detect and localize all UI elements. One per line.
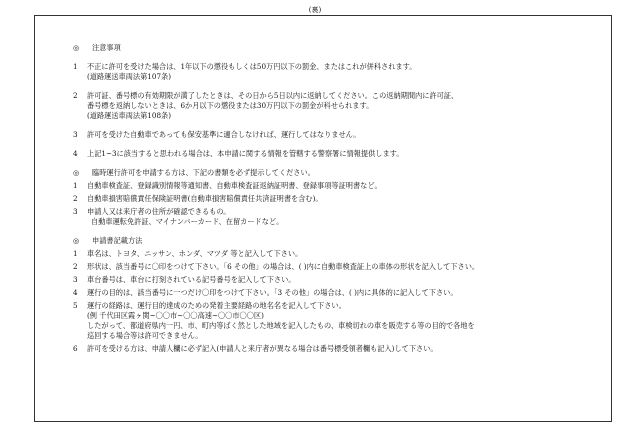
item-line: 番号標を返納しないときは、6か月以下の懲役または30万円以下の罰金が科せられます。 (87, 101, 374, 110)
section-title-notes (73, 43, 603, 53)
item-number: 3 (73, 207, 78, 216)
list-item (73, 275, 603, 285)
document-content (73, 43, 603, 354)
item-number: 4 (73, 288, 78, 297)
list-item (73, 288, 603, 298)
item-line: したがって、都道府県内一円、市、町内等ばく然とした地域を記入したもの、車検切れの車を販売する等の目的で各地を (87, 321, 475, 330)
list-item (73, 249, 603, 259)
item-number: 4 (73, 149, 78, 158)
item-line: 車名は、トヨタ、ニッサン、ホンダ、マツダ 等と記入して下さい。 (87, 249, 303, 258)
item-line: (道路運送車両法第107条) (87, 72, 172, 81)
list-item (73, 149, 603, 159)
item-number: 1 (73, 181, 78, 190)
item-number: 1 (73, 249, 78, 258)
item-line: 不正に許可を受けた場合は、1年以下の懲役もしくは50万円以下の罰金、またはこれが併科されます。 (87, 62, 417, 71)
item-line: 上記1~3に該当すると思われる場合は、本申請に関する情報を管轄する警察署に情報提供します。 (87, 149, 404, 158)
section-title-text: 申請書記載方法 (92, 236, 143, 246)
list-item (73, 207, 603, 227)
item-line: 許可を受ける方は、申請人欄に必ず記入(申請人と来庁者が異なる場合は番号標受領者欄も記入)して下さい。 (87, 344, 438, 353)
item-number: 3 (73, 130, 78, 139)
section-title-text: 臨時運行許可を申請する方は、下記の書類を必ず提示してください。 (92, 168, 315, 178)
item-line: 申請人又は来庁者の住所が確認できるもの。 (87, 207, 231, 216)
item-line: (道路運送車両法第108条) (87, 111, 172, 120)
item-line: 許可を受けた自動車であっても保安基準に適合しなければ、運行してはなりません。 (87, 130, 361, 139)
double-circle-icon: ◎ (73, 236, 80, 246)
list-item (73, 130, 603, 140)
double-circle-icon: ◎ (73, 43, 80, 53)
item-line: 自動車検査証、登録識別情報等通知書、自動車検査証返納証明書、登録事項等証明書など。 (87, 181, 382, 190)
item-number: 2 (73, 262, 78, 271)
item-number: 6 (73, 344, 78, 353)
item-line: 自動車運転免許証、マイナンバーカード、在留カードなど。 (91, 217, 284, 226)
header-label: (裏) (308, 6, 322, 14)
item-line: 車台番号は、車台に打刻されている記号番号を記入して下さい。 (87, 275, 296, 284)
list-item (73, 194, 603, 204)
list-item (73, 301, 603, 341)
section-title-how-to-fill (73, 236, 603, 246)
double-circle-icon: ◎ (73, 168, 80, 178)
item-line: 運行の経路は、運行目的達成のための発着主要経路の地名名を記入して下さい。 (87, 301, 346, 310)
item-number: 2 (73, 194, 78, 203)
section-title-temporary-permit (73, 168, 603, 178)
list-item (73, 91, 603, 121)
item-line: 形状は、該当番号に〇印をつけて下さい。「6 その他」の場合は、( )内に自動車検査証上の車体の形状を記入して下さい。 (87, 262, 480, 271)
item-line: (例 千代田区霞ヶ関~〇〇市~〇〇高速~〇〇市〇〇区) (87, 311, 264, 320)
section-title-text: 注意事項 (92, 43, 121, 53)
item-number: 2 (73, 91, 78, 100)
item-line: 巡回する場合等は許可できません。 (87, 331, 203, 340)
item-line: 運行の目的は、該当番号に一つだけ〇印をつけて下さい。「3 その他」の場合は、( )内に具体的に記入して下さい。 (87, 288, 458, 297)
list-item (73, 344, 603, 354)
item-line: 許可証、番号標の有効期限が満了したときは、その日から5日以内に返納してください。この返納期間内に許可証、 (87, 91, 459, 100)
item-line: 自動車損害賠償責任保険証明書(自動車損害賠償責任共済証明書を含む)。 (87, 194, 323, 203)
list-item (73, 62, 603, 82)
list-item (73, 262, 603, 272)
item-number: 3 (73, 275, 78, 284)
item-number: 1 (73, 62, 78, 71)
item-number: 5 (73, 301, 78, 310)
list-item (73, 181, 603, 191)
